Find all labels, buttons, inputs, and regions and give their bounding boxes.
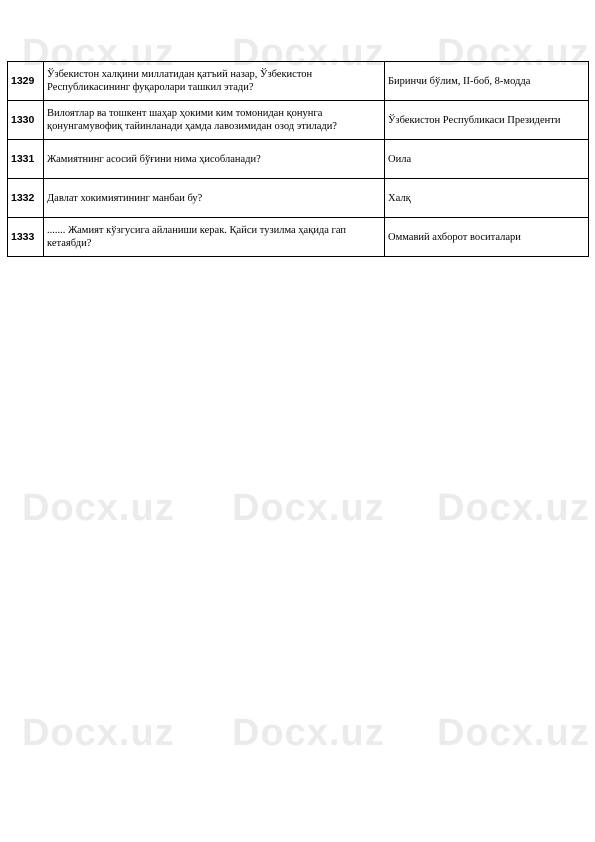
- watermark-text: Docx.uz: [437, 487, 590, 529]
- question-text: Давлат хокимиятининг манбаи бу?: [44, 179, 385, 218]
- question-number: 1333: [8, 218, 44, 257]
- watermark-text: Docx.uz: [437, 712, 590, 754]
- watermark-text: Docx.uz: [22, 487, 175, 529]
- question-number: 1330: [8, 101, 44, 140]
- answer-text: Ўзбекистон Республикаси Президенти: [385, 101, 589, 140]
- question-number: 1332: [8, 179, 44, 218]
- answer-text: Халқ: [385, 179, 589, 218]
- question-text: Ўзбекистон халқини миллатидан қатъий назар, Ўзбекистон Республикасининг фуқаролари ташкил этади?: [44, 62, 385, 101]
- watermark-text: Docx.uz: [232, 712, 385, 754]
- table-row: [8, 62, 589, 101]
- questions-table: [7, 61, 589, 257]
- table-row: [8, 218, 589, 257]
- question-text: ....... Жамият кўзгусига айланиши керак. Қайси тузилма ҳақида гап кетаябди?: [44, 218, 385, 257]
- table-row: [8, 179, 589, 218]
- watermark-text: Docx.uz: [232, 487, 385, 529]
- question-number: 1329: [8, 62, 44, 101]
- watermark-text: Docx.uz: [22, 712, 175, 754]
- table-row: [8, 101, 589, 140]
- question-number: 1331: [8, 140, 44, 179]
- answer-text: Биринчи бўлим, II-боб, 8-модда: [385, 62, 589, 101]
- question-text: Жамиятнинг асосий бўғини нима ҳисобланади?: [44, 140, 385, 179]
- question-text: Вилоятлар ва тошкент шаҳар ҳокими ким томонидан қонунга қонунгамувофиқ тайинланади ҳамда лавозимидан озод этилади?: [44, 101, 385, 140]
- watermark-text: Docx.uz: [22, 32, 175, 74]
- answer-text: Оммавий ахборот воситалари: [385, 218, 589, 257]
- table-row: [8, 140, 589, 179]
- answer-text: Оила: [385, 140, 589, 179]
- watermark-text: Docx.uz: [437, 32, 590, 74]
- watermark-text: Docx.uz: [232, 32, 385, 74]
